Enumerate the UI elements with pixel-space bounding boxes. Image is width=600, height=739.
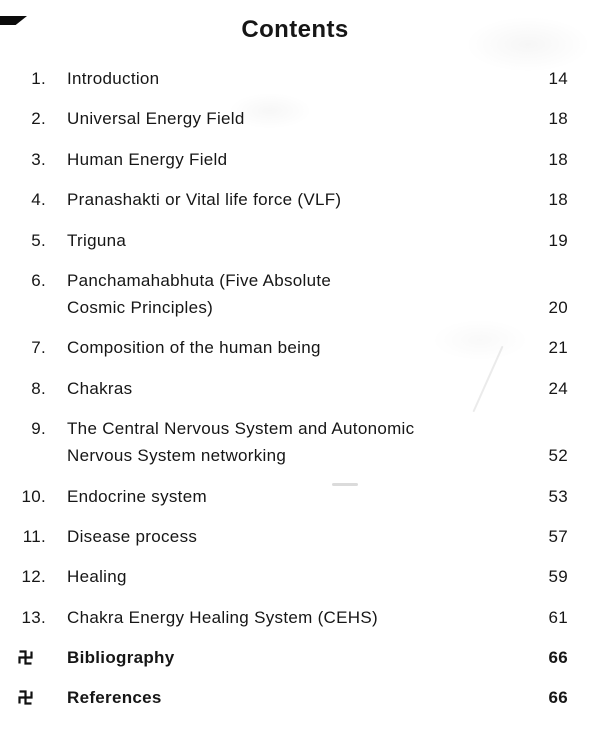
entry-number: 4. — [31, 190, 46, 210]
entry-page-number: 18 — [548, 109, 568, 129]
toc-entry-bibliography — [18, 644, 568, 671]
entry-page-number: 66 — [548, 688, 568, 708]
entry-bullet — [18, 644, 46, 665]
entry-page-number: 18 — [548, 149, 568, 169]
entry-title-line2: Nervous System networking — [67, 446, 287, 466]
toc-entry — [18, 227, 568, 254]
entry-number: 10. — [21, 486, 46, 506]
entry-title: Introduction — [67, 69, 160, 88]
entry-title-line1: The Central Nervous System and Autonomic — [67, 419, 415, 439]
scan-smudge-artifact — [332, 483, 358, 486]
entry-page-number: 20 — [548, 297, 568, 317]
entry-title: Universal Energy Field — [67, 109, 245, 129]
toc-entry — [18, 186, 568, 213]
entry-number: 7. — [31, 338, 46, 358]
table-of-contents — [18, 65, 568, 711]
entry-title: Human Energy Field — [67, 149, 228, 169]
entry-title: Disease process — [67, 526, 198, 546]
entry-title-line1: Panchamahabhuta (Five Absolute — [67, 270, 332, 290]
entry-page-number: 57 — [548, 526, 568, 546]
entry-page-number: 21 — [548, 338, 568, 358]
toc-entry — [18, 563, 568, 590]
entry-page-number: 52 — [548, 446, 568, 466]
entry-title: Bibliography — [67, 648, 175, 668]
entry-title: Endocrine system — [67, 486, 207, 506]
entry-page-number: 66 — [548, 648, 568, 668]
entry-page-number: 19 — [548, 230, 568, 250]
entry-page-number: 59 — [548, 567, 568, 587]
toc-entry — [18, 523, 568, 550]
entry-title: Healing — [67, 567, 127, 587]
entry-number: 3. — [31, 149, 46, 169]
swastika-icon — [18, 650, 33, 665]
toc-entry — [18, 105, 568, 132]
toc-entry — [18, 267, 568, 321]
entry-number: 5. — [31, 230, 46, 250]
entry-number: 12. — [21, 567, 46, 587]
toc-entry — [18, 415, 568, 469]
entry-title — [67, 415, 538, 469]
entry-title: Chakras — [67, 378, 133, 398]
entry-title — [67, 267, 538, 321]
toc-entry — [18, 65, 568, 92]
entry-title: References — [67, 688, 162, 708]
entry-bullet — [18, 684, 46, 705]
page-title: Contents — [241, 16, 349, 43]
entry-title-line2: Cosmic Principles) — [67, 297, 214, 317]
entry-page-number: 24 — [548, 378, 568, 398]
entry-page-number: 18 — [548, 190, 568, 210]
swastika-icon — [18, 690, 33, 705]
toc-entry — [18, 334, 568, 361]
toc-entry — [18, 375, 568, 402]
entry-number: 1. — [31, 69, 46, 88]
entry-page-number: 61 — [548, 607, 568, 627]
entry-number: 13. — [21, 607, 46, 627]
entry-page-number: 14 — [548, 69, 568, 88]
entry-number: 11. — [22, 526, 46, 546]
entry-number: 9. — [31, 419, 46, 439]
toc-entry-references — [18, 684, 568, 711]
entry-page-number: 53 — [548, 486, 568, 506]
entry-title: Pranashakti or Vital life force (VLF) — [67, 190, 342, 210]
entry-title: Triguna — [67, 230, 127, 250]
entry-number: 8. — [31, 378, 46, 398]
entry-number: 2. — [31, 109, 46, 129]
toc-entry — [18, 604, 568, 631]
entry-title: Chakra Energy Healing System (CEHS) — [67, 607, 378, 627]
entry-title: Composition of the human being — [67, 338, 321, 358]
toc-entry — [18, 146, 568, 173]
entry-number: 6. — [31, 270, 46, 290]
toc-entry — [18, 483, 568, 510]
